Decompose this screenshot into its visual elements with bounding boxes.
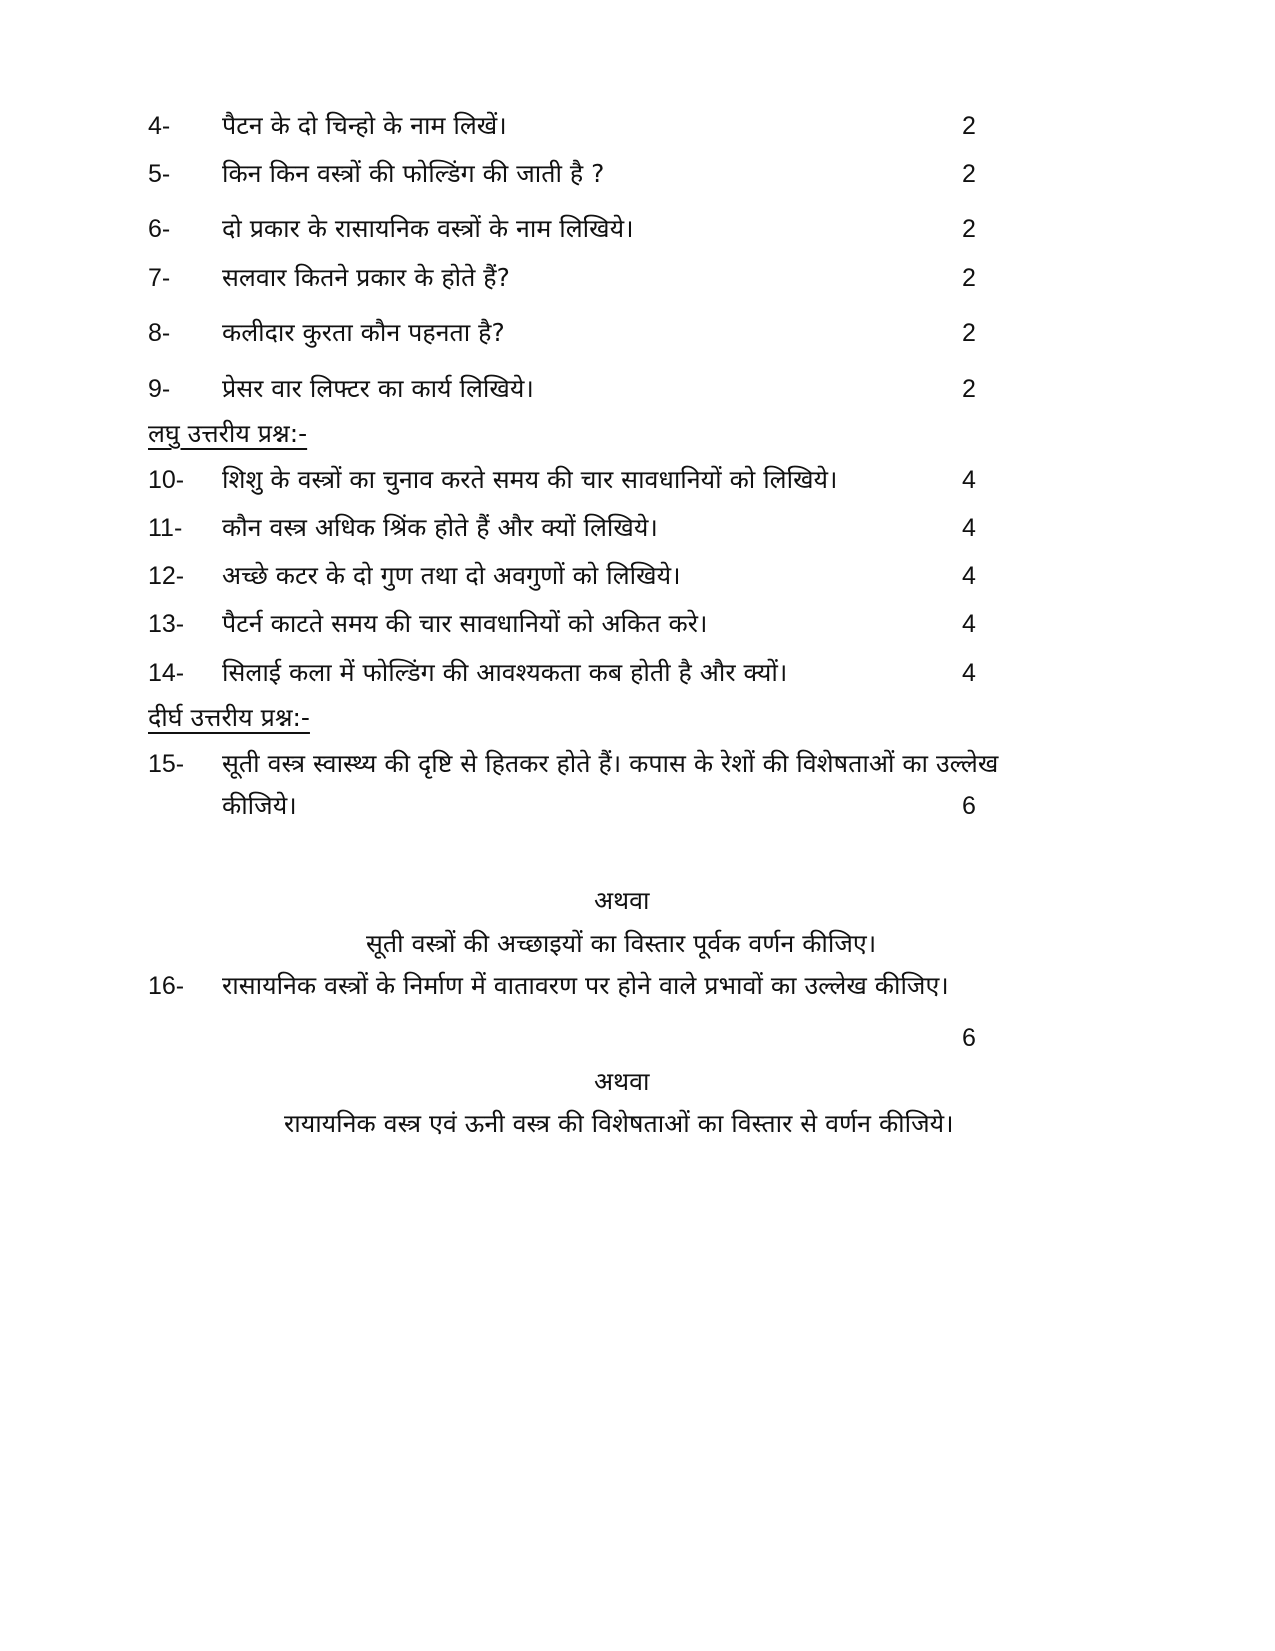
question-text: रासायनिक वस्त्रों के निर्माण में वातावरण पर होने वाले प्रभावों का उल्लेख कीजिए। — [222, 971, 949, 1000]
long-answer-heading: दीर्घ उत्तरीय प्रश्न:- — [148, 703, 310, 732]
question-marks: 2 — [962, 160, 976, 188]
question-marks: 4 — [962, 610, 976, 638]
alternative-question: सूती वस्त्रों की अच्छाइयों का विस्तार पूर्वक वर्णन कीजिए। — [366, 929, 877, 958]
question-marks: 6 — [962, 792, 976, 820]
question-marks: 4 — [962, 659, 976, 687]
short-answer-heading: लघु उत्तरीय प्रश्न:- — [148, 419, 308, 448]
question-text: पैटन के दो चिन्हो के नाम लिखें। — [222, 111, 507, 140]
or-label: अथवा — [594, 886, 650, 915]
or-label: अथवा — [594, 1067, 650, 1096]
question-marks: 4 — [962, 562, 976, 590]
question-number: 7- — [148, 264, 171, 292]
question-number: 13- — [148, 610, 185, 638]
question-marks: 2 — [962, 375, 976, 403]
question-text: कौन वस्त्र अधिक श्रिंक होते हैं और क्यों लिखिये। — [222, 513, 658, 542]
question-text: सलवार कितने प्रकार के होते हैं? — [222, 263, 510, 292]
question-marks: 4 — [962, 466, 976, 494]
alternative-question: रायायनिक वस्त्र एवं ऊनी वस्त्र की विशेषताओं का विस्तार से वर्णन कीजिये। — [284, 1109, 954, 1138]
question-number: 6- — [148, 215, 171, 243]
question-text: प्रेसर वार लिफ्टर का कार्य लिखिये। — [222, 374, 534, 403]
question-text-line2: कीजिये। — [222, 791, 297, 820]
question-number: 8- — [148, 319, 171, 347]
question-number: 14- — [148, 659, 185, 687]
question-number: 10- — [148, 466, 185, 494]
question-marks: 2 — [962, 319, 976, 347]
question-text: किन किन वस्त्रों की फोल्डिंग की जाती है ? — [222, 159, 605, 188]
question-text: सिलाई कला में फोल्डिंग की आवश्यकता कब होती है और क्यों। — [222, 658, 788, 687]
question-text: कलीदार कुरता कौन पहनता है? — [222, 318, 505, 347]
question-marks: 6 — [962, 1024, 976, 1052]
question-marks: 2 — [962, 112, 976, 140]
question-text-line1: सूती वस्त्र स्वास्थ्य की दृष्टि से हितकर होते हैं। कपास के रेशों की विशेषताओं का उल्लेख — [222, 749, 999, 778]
question-text: पैटर्न काटते समय की चार सावधानियों को अकित करे। — [222, 609, 708, 638]
question-marks: 2 — [962, 215, 976, 243]
question-number: 12- — [148, 562, 185, 590]
question-marks: 2 — [962, 264, 976, 292]
question-number: 15- — [148, 750, 185, 778]
question-number: 5- — [148, 160, 171, 188]
question-number: 9- — [148, 375, 171, 403]
question-text: शिशु के वस्त्रों का चुनाव करते समय की चार सावधानियों को लिखिये। — [222, 465, 838, 494]
question-number: 4- — [148, 112, 171, 140]
question-text: दो प्रकार के रासायनिक वस्त्रों के नाम लिखिये। — [222, 214, 634, 243]
question-text: अच्छे कटर के दो गुण तथा दो अवगुणों को लिखिये। — [222, 561, 681, 590]
question-number: 16- — [148, 972, 185, 1000]
question-marks: 4 — [962, 514, 976, 542]
question-number: 11- — [148, 514, 183, 542]
